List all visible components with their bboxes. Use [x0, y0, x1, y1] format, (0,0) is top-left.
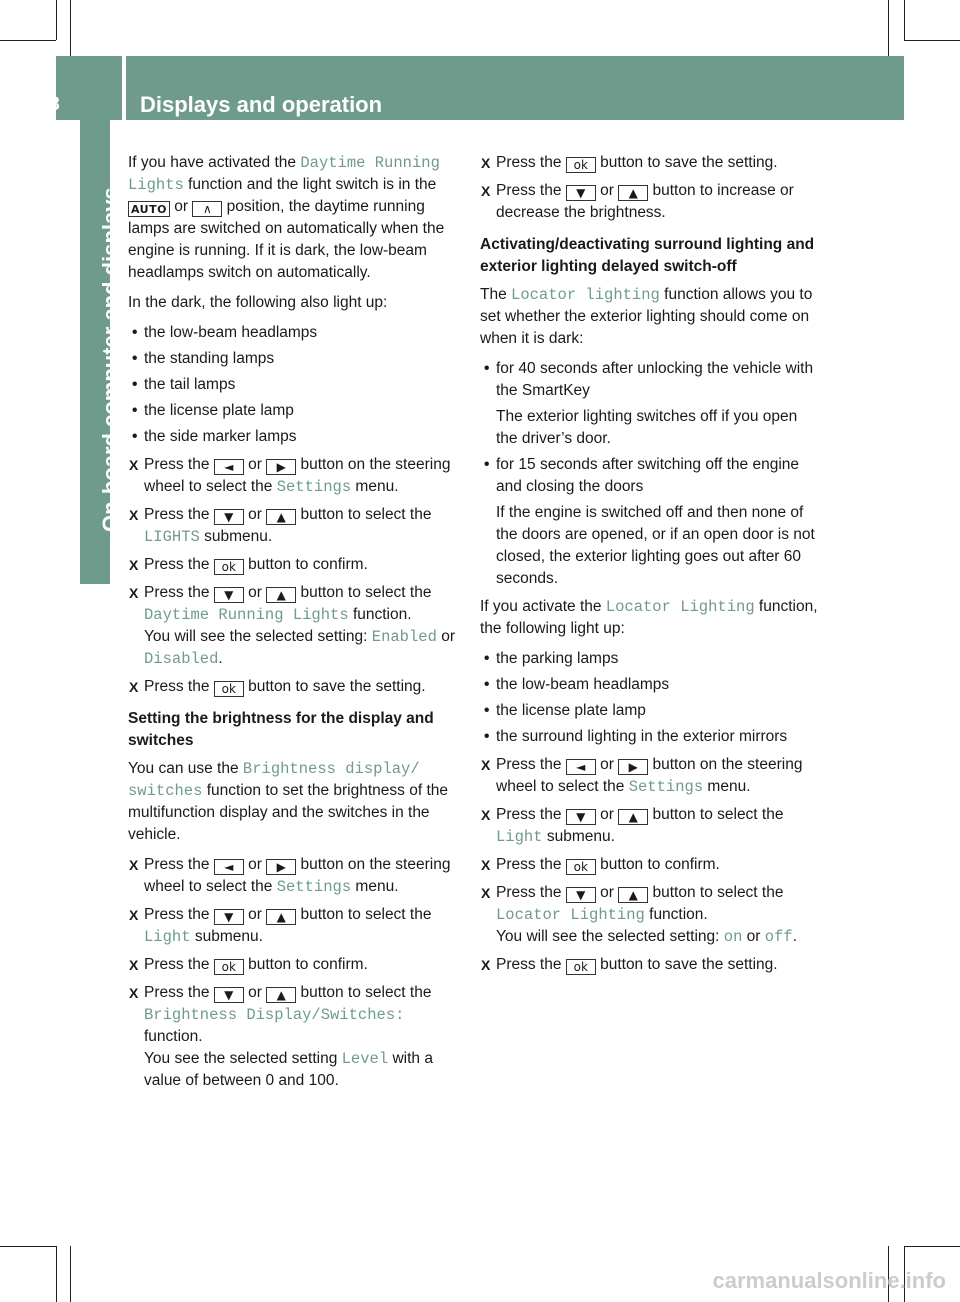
step-save: X Press the ok button to save the setting.: [480, 152, 820, 174]
auto-switch-icon: AUTO: [128, 201, 170, 217]
step-confirm: X Press the ok button to confirm.: [128, 954, 464, 976]
ok-key-icon: ok: [566, 859, 596, 875]
step-save: X Press the ok button to save the setting.: [128, 676, 464, 698]
left-arrow-key-icon: ◄: [214, 459, 244, 475]
down-arrow-key-icon: ▼: [214, 587, 244, 603]
intro-paragraph: If you have activated the Daytime Running Lights function and the light switch is in the AUTO or ∧ position, the daytime running lamps are switched on automatically when the engine is running. If it is dark, the low-beam headlamps switch on automatically.: [128, 154, 445, 281]
ok-key-icon: ok: [214, 959, 244, 975]
list-item: • the parking lamps: [480, 648, 820, 670]
low-beam-switch-icon: ∧: [192, 201, 222, 217]
list-item: • for 40 seconds after unlocking the vehicle with the SmartKey The exterior lighting switches off if you open the driver’s door.: [480, 358, 820, 450]
crop-mark: [56, 0, 57, 40]
crop-mark: [70, 0, 71, 56]
right-arrow-key-icon: ▶: [618, 759, 648, 775]
crop-mark: [888, 0, 889, 56]
step-confirm: X Press the ok button to confirm.: [480, 854, 820, 876]
section-heading-brightness: Setting the brightness for the display and switches: [128, 710, 434, 749]
crop-mark: [56, 1246, 57, 1302]
step-select-settings: X Press the ◄ or ▶ button on the steering wheel to select the Settings menu.: [128, 454, 464, 498]
left-column: [128, 152, 464, 1098]
step-confirm: X Press the ok button to confirm.: [128, 554, 464, 576]
down-arrow-key-icon: ▼: [214, 509, 244, 525]
up-arrow-key-icon: ▲: [618, 887, 648, 903]
right-arrow-key-icon: ▶: [266, 459, 296, 475]
ok-key-icon: ok: [566, 959, 596, 975]
left-arrow-key-icon: ◄: [566, 759, 596, 775]
section-heading-surround-lighting: Activating/deactivating surround lighting and exterior lighting delayed switch-off: [480, 236, 815, 275]
up-arrow-key-icon: ▲: [618, 809, 648, 825]
step-select-light-submenu: X Press the ▼ or ▲ button to select the Light submenu.: [128, 904, 464, 948]
up-arrow-key-icon: ▲: [266, 587, 296, 603]
list-item: • the low-beam headlamps: [480, 674, 820, 696]
step-select-light-submenu: X Press the ▼ or ▲ button to select the Light submenu.: [480, 804, 820, 848]
step-adjust-brightness: X Press the ▼ or ▲ button to increase or decrease the brightness.: [480, 180, 820, 224]
up-arrow-key-icon: ▲: [266, 509, 296, 525]
down-arrow-key-icon: ▼: [214, 987, 244, 1003]
up-arrow-key-icon: ▲: [266, 909, 296, 925]
step-select-drl: X Press the ▼ or ▲ button to select the Daytime Running Lights function. You will see the selected setting: Enabled or Disabled.: [128, 582, 464, 670]
ok-key-icon: ok: [566, 157, 596, 173]
watermark: carmanualsonline.info: [712, 1268, 946, 1293]
page-number: 158: [28, 94, 60, 115]
step-save: X Press the ok button to save the setting.: [480, 954, 820, 976]
display-text-daytime-running-lights: Daytime Running Lights: [128, 154, 440, 194]
locator-intro: The Locator lighting function allows you to set whether the exterior lighting should come on when it is dark:: [480, 286, 813, 347]
list-item: • for 15 seconds after switching off the engine and closing the doors If the engine is switched off and then none of the doors are opened, or if an open door is not closed, the exterior lighting goes out after 60 seconds.: [480, 454, 820, 590]
crop-mark: [904, 0, 905, 40]
brightness-intro: You can use the Brightness display/ switches function to set the brightness of the multifunction display and the switches in the vehicle.: [128, 760, 448, 843]
step-select-settings: X Press the ◄ or ▶ button on the steering wheel to select the Settings menu.: [480, 754, 820, 798]
list-item: • the license plate lamp: [128, 400, 464, 422]
down-arrow-key-icon: ▼: [214, 909, 244, 925]
side-tab-label: On-board computer and displays: [98, 187, 123, 532]
right-arrow-key-icon: ▶: [266, 859, 296, 875]
list-item: • the standing lamps: [128, 348, 464, 370]
ok-key-icon: ok: [214, 559, 244, 575]
list-item: • the low-beam headlamps: [128, 322, 464, 344]
list-item: • the license plate lamp: [480, 700, 820, 722]
list-item: • the side marker lamps: [128, 426, 464, 448]
up-arrow-key-icon: ▲: [618, 185, 648, 201]
activate-intro: If you activate the Locator Lighting function, the following light up:: [480, 598, 818, 637]
list-item: • the tail lamps: [128, 374, 464, 396]
header-separator: [122, 56, 126, 120]
step-select-settings: X Press the ◄ or ▶ button on the steering wheel to select the Settings menu.: [128, 854, 464, 898]
crop-mark: [0, 1246, 56, 1247]
page-title: Displays and operation: [140, 92, 383, 117]
step-select-locator: X Press the ▼ or ▲ button to select the Locator Lighting function. You will see the selected setting: on or off.: [480, 882, 820, 948]
dark-intro: In the dark, the following also light up:: [128, 294, 388, 311]
crop-mark: [70, 1246, 71, 1302]
step-select-brightness: X Press the ▼ or ▲ button to select the Brightness Display/Switches: function. You see the selected setting Level with a value of between 0 and 100.: [128, 982, 464, 1092]
left-arrow-key-icon: ◄: [214, 859, 244, 875]
down-arrow-key-icon: ▼: [566, 887, 596, 903]
ok-key-icon: ok: [214, 681, 244, 697]
crop-mark: [904, 1246, 960, 1247]
down-arrow-key-icon: ▼: [566, 809, 596, 825]
right-column: [480, 152, 820, 982]
crop-mark: [904, 40, 960, 41]
list-item: • the surround lighting in the exterior mirrors: [480, 726, 820, 748]
up-arrow-key-icon: ▲: [266, 987, 296, 1003]
step-select-lights-submenu: X Press the ▼ or ▲ button to select the LIGHTS submenu.: [128, 504, 464, 548]
down-arrow-key-icon: ▼: [566, 185, 596, 201]
crop-mark: [0, 40, 56, 41]
